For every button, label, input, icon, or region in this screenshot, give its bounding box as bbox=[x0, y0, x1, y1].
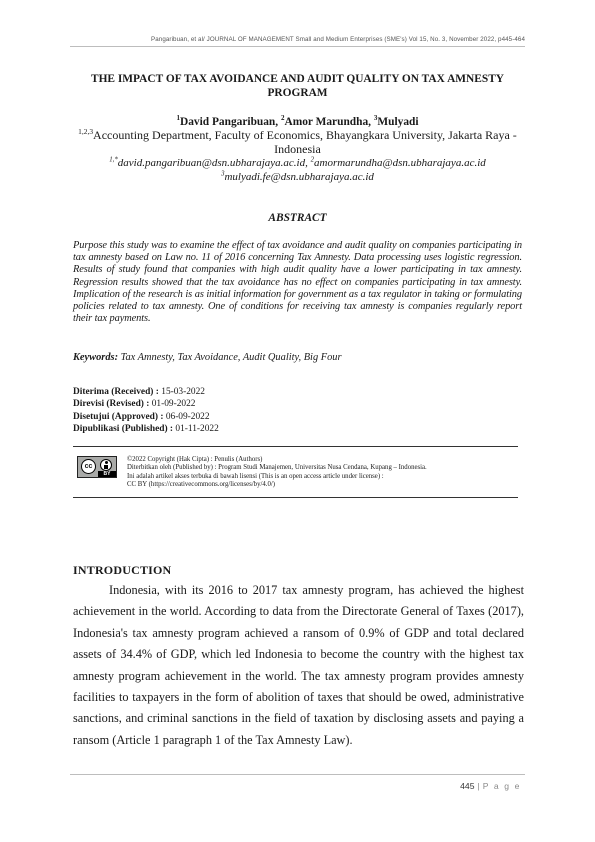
author-3: Mulyadi bbox=[377, 116, 419, 128]
page-word: P a g e bbox=[482, 781, 521, 791]
cc-by-icon[interactable] bbox=[77, 456, 117, 478]
affiliation bbox=[70, 128, 525, 156]
date-published bbox=[73, 423, 219, 435]
keywords-label: Keywords: bbox=[73, 352, 119, 363]
page-footer bbox=[460, 781, 521, 791]
submission-dates bbox=[73, 386, 219, 436]
date-value: 01-11-2022 bbox=[173, 424, 219, 435]
intro-paragraph: Indonesia, with its 2016 to 2017 tax amnesty program, has achieved the highest achievement in the world. According to data from the Directorate General of Taxes (2017), Indonesia's tax amnesty program achieved a ransom of 0.9% of GDP and total declared assets of 34.4% of GDP, which led Indonesia to become the country with the highest tax amnesty program achievement in the world. The tax amnesty program provides amnesty facilities to taxpayers in the form of abolition of taxes that should be owed, administrative sanctions, and criminal sanctions in the field of taxation by disclosing assets and paying a ransom (Article 1 paragraph 1 of the Tax Amnesty Law). bbox=[73, 583, 524, 747]
cc-icon: cc bbox=[81, 459, 96, 474]
page-number: 445 bbox=[460, 781, 475, 791]
date-label: Diterima (Received) : bbox=[73, 387, 159, 397]
keywords-text: Tax Amnesty, Tax Avoidance, Audit Quality, Big Four bbox=[118, 352, 342, 363]
author-emails bbox=[70, 156, 525, 184]
copyright-line: ©2022 Copyright (Hak Cipta) : Penulis (Authors) bbox=[127, 456, 263, 463]
author-line bbox=[70, 116, 525, 128]
abstract-heading: ABSTRACT bbox=[268, 212, 327, 224]
license-top-rule bbox=[73, 446, 518, 447]
license-bottom-rule bbox=[73, 497, 518, 498]
date-value: 15-03-2022 bbox=[158, 387, 205, 397]
email-line-1 bbox=[70, 156, 525, 170]
author-2: Amor Marundha, bbox=[284, 116, 374, 128]
section-heading: INTRODUCTION bbox=[73, 563, 172, 577]
date-label: Disetujui (Approved) : bbox=[73, 411, 164, 422]
open-access-line: Ini adalah artikel akses terbuka di bawah lisensi (This is an open access article under license) : bbox=[127, 472, 384, 480]
date-value: 06-09-2022 bbox=[163, 411, 210, 422]
date-label: Direvisi (Revised) : bbox=[73, 399, 150, 410]
email-1-sup: 1,* bbox=[109, 156, 118, 164]
header-rule bbox=[70, 46, 525, 47]
publisher-line: Diterbitkan oleh (Published by) : Program Studi Manajemen, Universitas Nusa Cendana, Kupang – Indonesia. bbox=[127, 464, 427, 472]
license-notice bbox=[127, 456, 527, 490]
email-3: mulyadi.fe@dsn.ubharajaya.ac.id bbox=[224, 171, 374, 183]
footer-rule bbox=[70, 774, 525, 775]
date-approved bbox=[73, 411, 219, 423]
email-3-sup: 3 bbox=[221, 170, 225, 178]
affiliation-text: Accounting Department, Faculty of Economics, Bhayangkara University, Jakarta Raya - Indonesia bbox=[93, 128, 517, 156]
email-1: david.pangaribuan@dsn.ubharajaya.ac.id, bbox=[117, 157, 311, 169]
email-2-sup: 2 bbox=[310, 156, 314, 164]
running-head: Pangaribuan, et al/ JOURNAL OF MANAGEMENT Small and Medium Enterprises (SME's) Vol 15, No. 3, November 2022, p445-464 bbox=[151, 36, 525, 43]
author-2-sup: 2 bbox=[280, 114, 285, 123]
abstract-text: Purpose this study was to examine the effect of tax avoidance and audit quality on companies participating in tax amnesty based on Law no. 11 of 2016 concerning Tax Amnesty. Data processing uses logistic regression. Results of study found that companies with high audit quality have a lower participating in tax amnesty. Regression results showed that the tax avoidance has no effect on companies participating in tax amnesty. Implication of the research is as initial information for government as a tax regulator in taking or formulating policies related to tax amnesty. One of conditions for receiving tax amnesty is companies regularly report their tax payments. bbox=[73, 240, 522, 325]
email-2: amormarundha@dsn.ubharajaya.ac.id bbox=[314, 157, 486, 169]
license-link[interactable]: https://creativecommons.org/licenses/by/4.0/ bbox=[150, 481, 273, 489]
license-suffix: ) bbox=[272, 481, 276, 489]
email-line-2 bbox=[70, 170, 525, 184]
date-received bbox=[73, 386, 219, 398]
license-prefix: CC BY ( bbox=[127, 481, 151, 489]
date-label: Dipublikasi (Published) : bbox=[73, 424, 174, 435]
author-1-sup: 1 bbox=[176, 114, 180, 123]
paper-title: THE IMPACT OF TAX AVOIDANCE AND AUDIT QUALITY ON TAX AMNESTY PROGRAM bbox=[90, 73, 505, 99]
affiliation-sup: 1,2,3 bbox=[78, 127, 94, 136]
license-line bbox=[127, 481, 527, 489]
date-revised bbox=[73, 398, 219, 410]
date-value: 01-09-2022 bbox=[149, 399, 196, 410]
keywords bbox=[73, 352, 523, 363]
author-3-sup: 3 bbox=[373, 114, 378, 123]
by-label: BY bbox=[98, 471, 116, 477]
page-separator: | bbox=[477, 781, 480, 791]
author-1: David Pangaribuan, bbox=[180, 116, 281, 128]
person-icon bbox=[100, 459, 112, 471]
